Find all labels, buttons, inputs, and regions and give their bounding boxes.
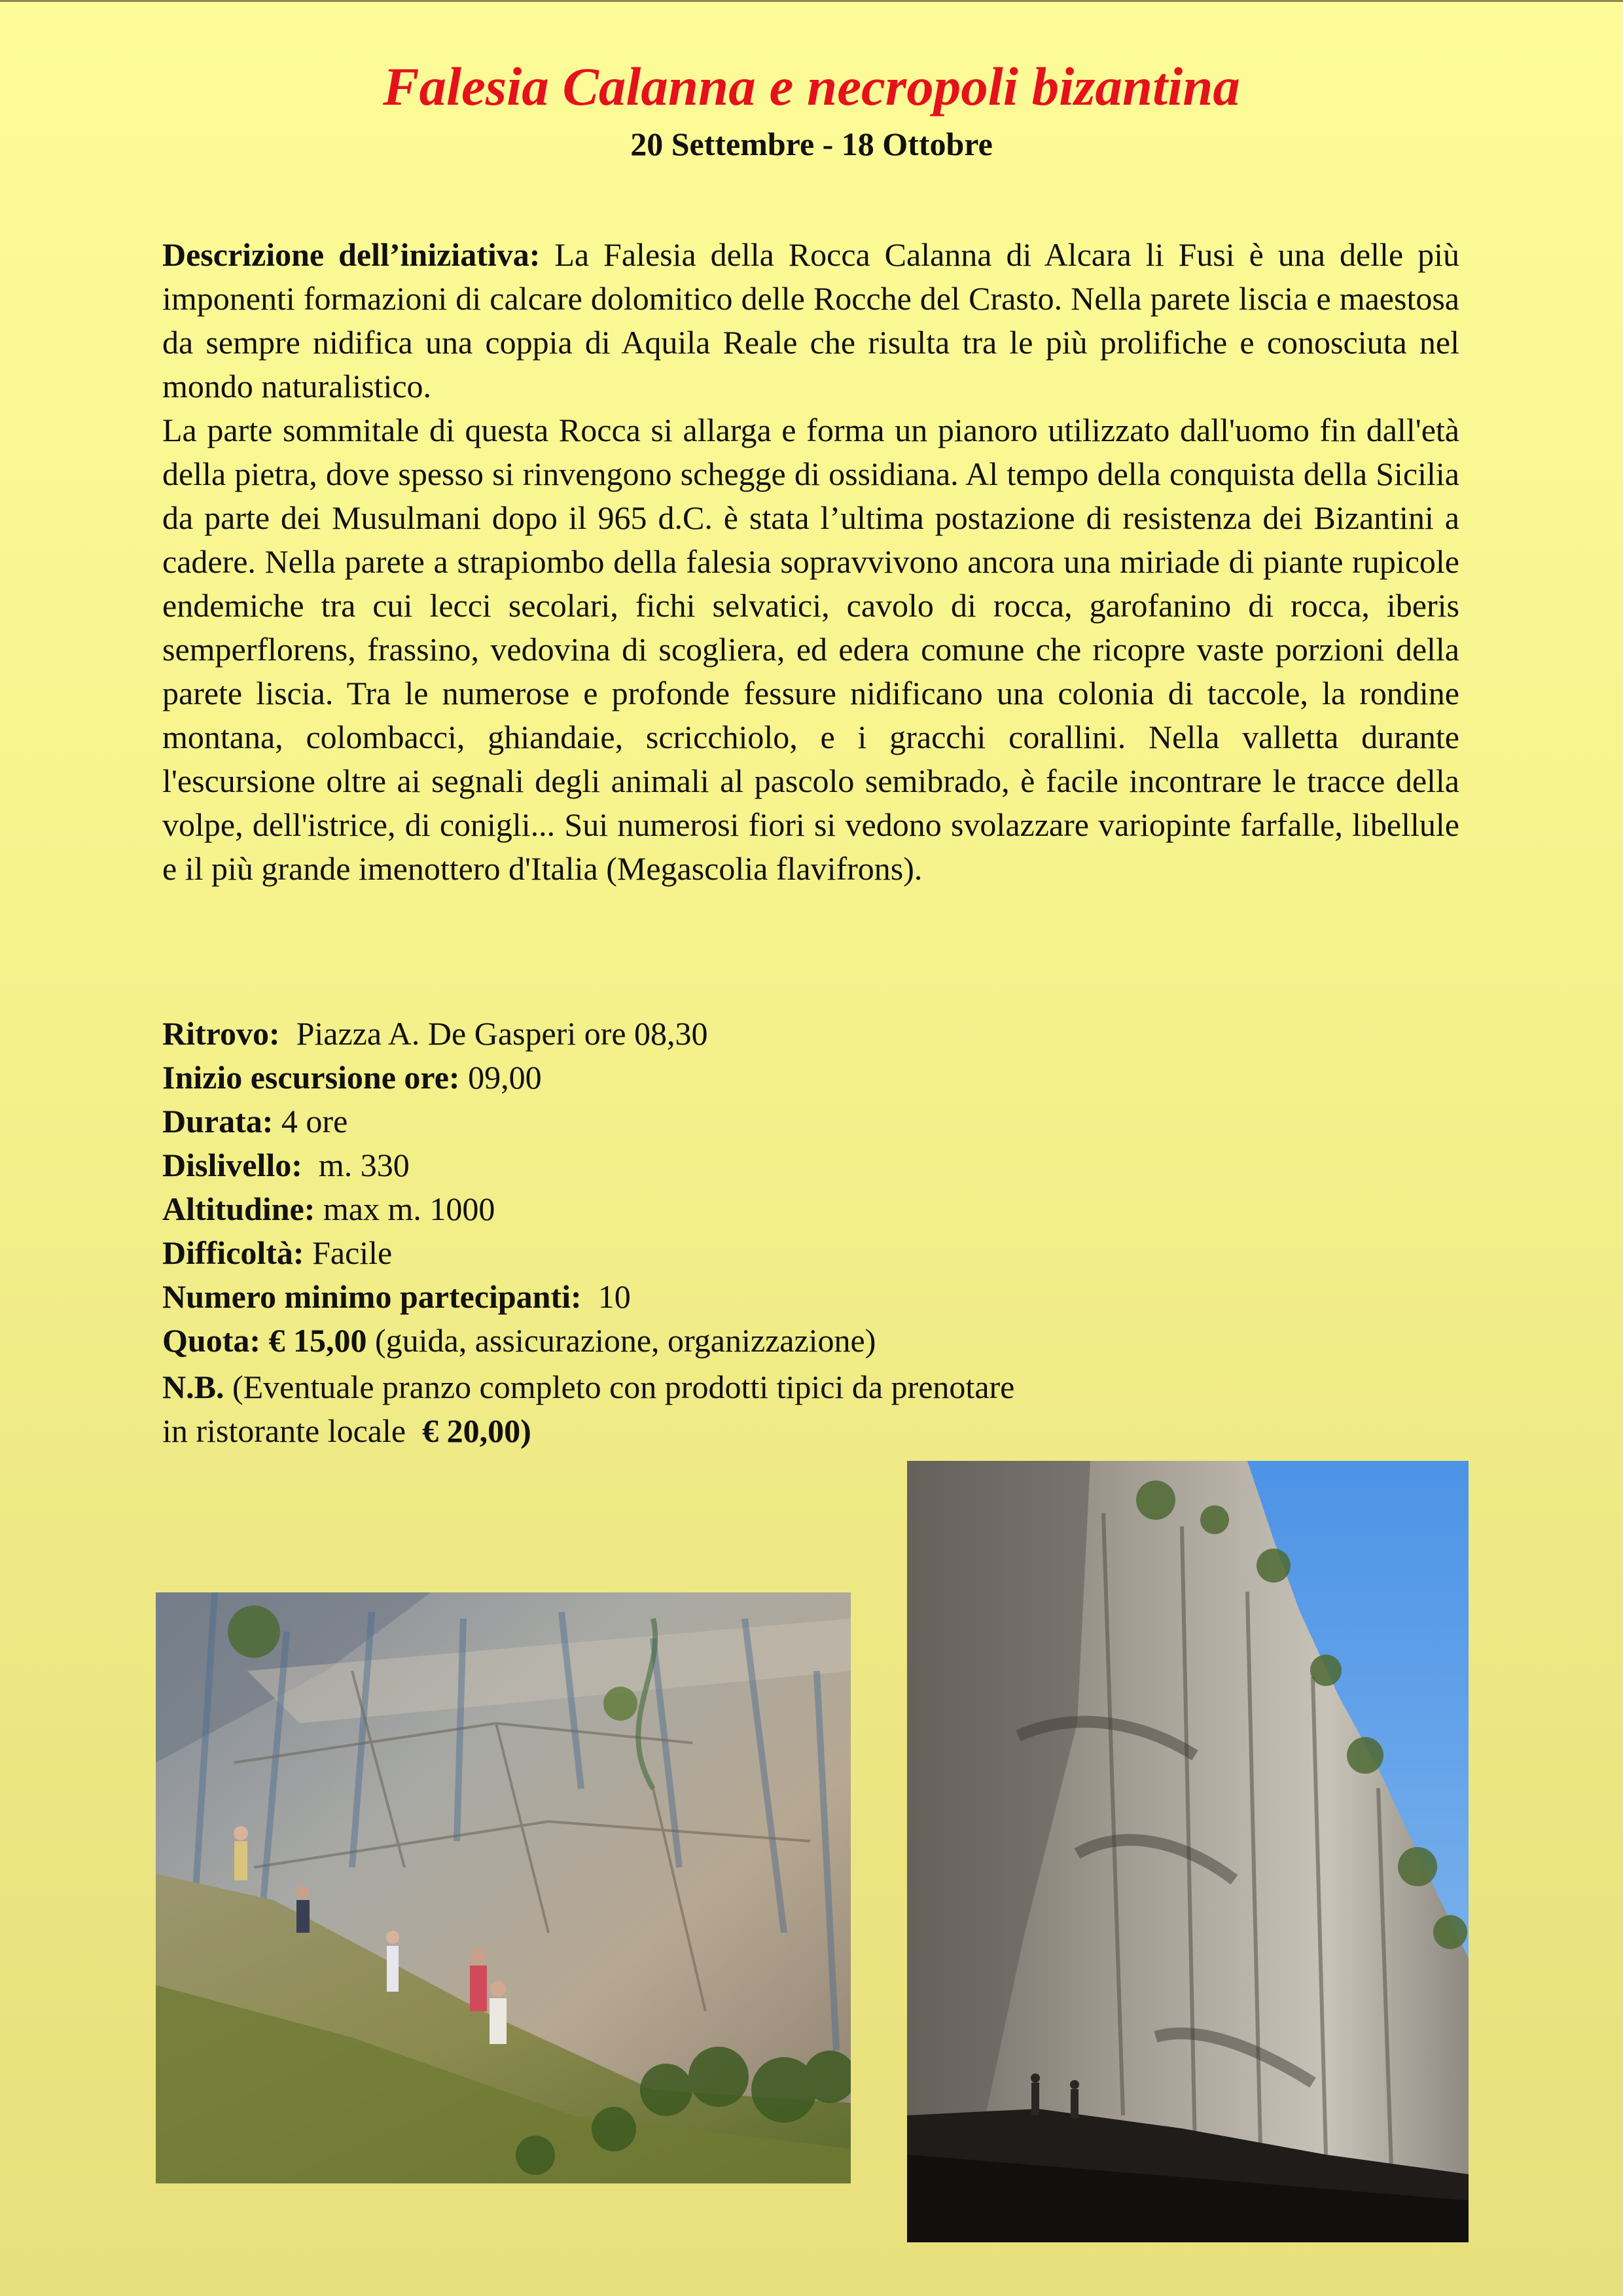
event-details	[162, 1012, 1340, 1453]
event-dates: 20 Settembre - 18 Ottobre	[630, 126, 993, 162]
detail-value: m. 330	[318, 1147, 410, 1183]
detail-value: 4 ore	[281, 1103, 348, 1139]
detail-value: 10	[597, 1278, 631, 1315]
description-label: Descrizione dell’iniziativa:	[162, 236, 541, 273]
description-text-1: La Falesia della Rocca Calanna di Alcara li Fusi è una delle più imponenti formazioni di calcare dolomitico delle Rocche del Crasto. Nella parete liscia e maestosa da sempre nidifica una coppia di Aquila Reale che risulta tra le più prolifiche e conosciuta nel mondo naturalistico.	[162, 236, 1459, 404]
photo-limestone-wall-image	[907, 1461, 1469, 2242]
detail-value: Facile	[312, 1234, 393, 1271]
detail-label: Durata:	[162, 1103, 274, 1139]
note-price: € 20,00)	[422, 1412, 531, 1449]
detail-duration	[162, 1100, 1340, 1143]
detail-label: Dislivello:	[162, 1147, 302, 1183]
detail-label: Numero minimo partecipanti:	[162, 1278, 582, 1315]
detail-label: Inizio escursione ore:	[162, 1059, 460, 1096]
detail-start-time	[162, 1056, 1340, 1100]
detail-altitude	[162, 1187, 1340, 1231]
note-label: N.B.	[162, 1369, 224, 1405]
detail-label: Ritrovo:	[162, 1015, 280, 1052]
note-text: in ristorante locale	[162, 1412, 406, 1449]
detail-value: 09,00	[468, 1059, 542, 1096]
detail-elevation-gain	[162, 1143, 1340, 1187]
photo-hikers-cliff	[156, 1592, 851, 2183]
description-paragraph-2: La parte sommitale di questa Rocca si allarga e forma un pianoro utilizzato dall'uomo fin dall'età della pietra, dove spesso si rinvengono schegge di ossidiana. Al tempo della conquista della Sicilia da parte dei Musulmani dopo il 965 d.C. è stata l’ultima postazione di resistenza dei Bizantini a cadere. Nella parete a strapiombo della falesia sopravvivono ancora una miriade di piante rupicole endemiche tra cui lecci secolari, fichi selvatici, cavolo di rocca, garofanino di rocca, iberis semperflorens, frassino, vedovina di scogliera, ed edera comune che ricopre vaste porzioni della parete liscia. Tra le numerose e profonde fessure nidificano una colonia di taccole, la rondine montana, colombacci, ghiandaie, scricchiolo, e i gracchi corallini. Nella valletta durante l'escursione oltre ai segnali degli animali al pascolo semibrado, è facile incontrare le tracce della volpe, dell'istrice, di conigli... Sui numerosi fiori si vedono svolazzare variopinte farfalle, libellule e il più grande imenottero d'Italia (Megascolia flavifrons).	[162, 412, 1459, 887]
detail-min-participants	[162, 1275, 1340, 1319]
photo-limestone-wall	[907, 1461, 1469, 2242]
detail-label: Altitudine:	[162, 1191, 315, 1227]
detail-value: (guida, assicurazione, organizzazione)	[375, 1322, 876, 1359]
detail-label: Quota: € 15,00	[162, 1322, 367, 1359]
page-top-border	[0, 0, 1623, 2]
photo-hikers-cliff-image	[156, 1592, 851, 2183]
detail-difficulty	[162, 1231, 1340, 1275]
description-block	[162, 233, 1459, 891]
note-text: (Eventuale pranzo completo con prodotti tipici da prenotare	[232, 1369, 1015, 1405]
detail-value: Piazza A. De Gasperi ore 08,30	[296, 1015, 708, 1052]
detail-fee	[162, 1319, 1340, 1363]
detail-note-line-2	[162, 1409, 1340, 1453]
detail-meeting-point	[162, 1012, 1340, 1056]
page-title: Falesia Calanna e necropoli bizantina	[383, 56, 1240, 117]
detail-value: max m. 1000	[323, 1191, 495, 1227]
detail-label: Difficoltà:	[162, 1234, 304, 1271]
detail-note-line-1	[162, 1365, 1340, 1409]
description-paragraph-1	[162, 233, 1459, 408]
